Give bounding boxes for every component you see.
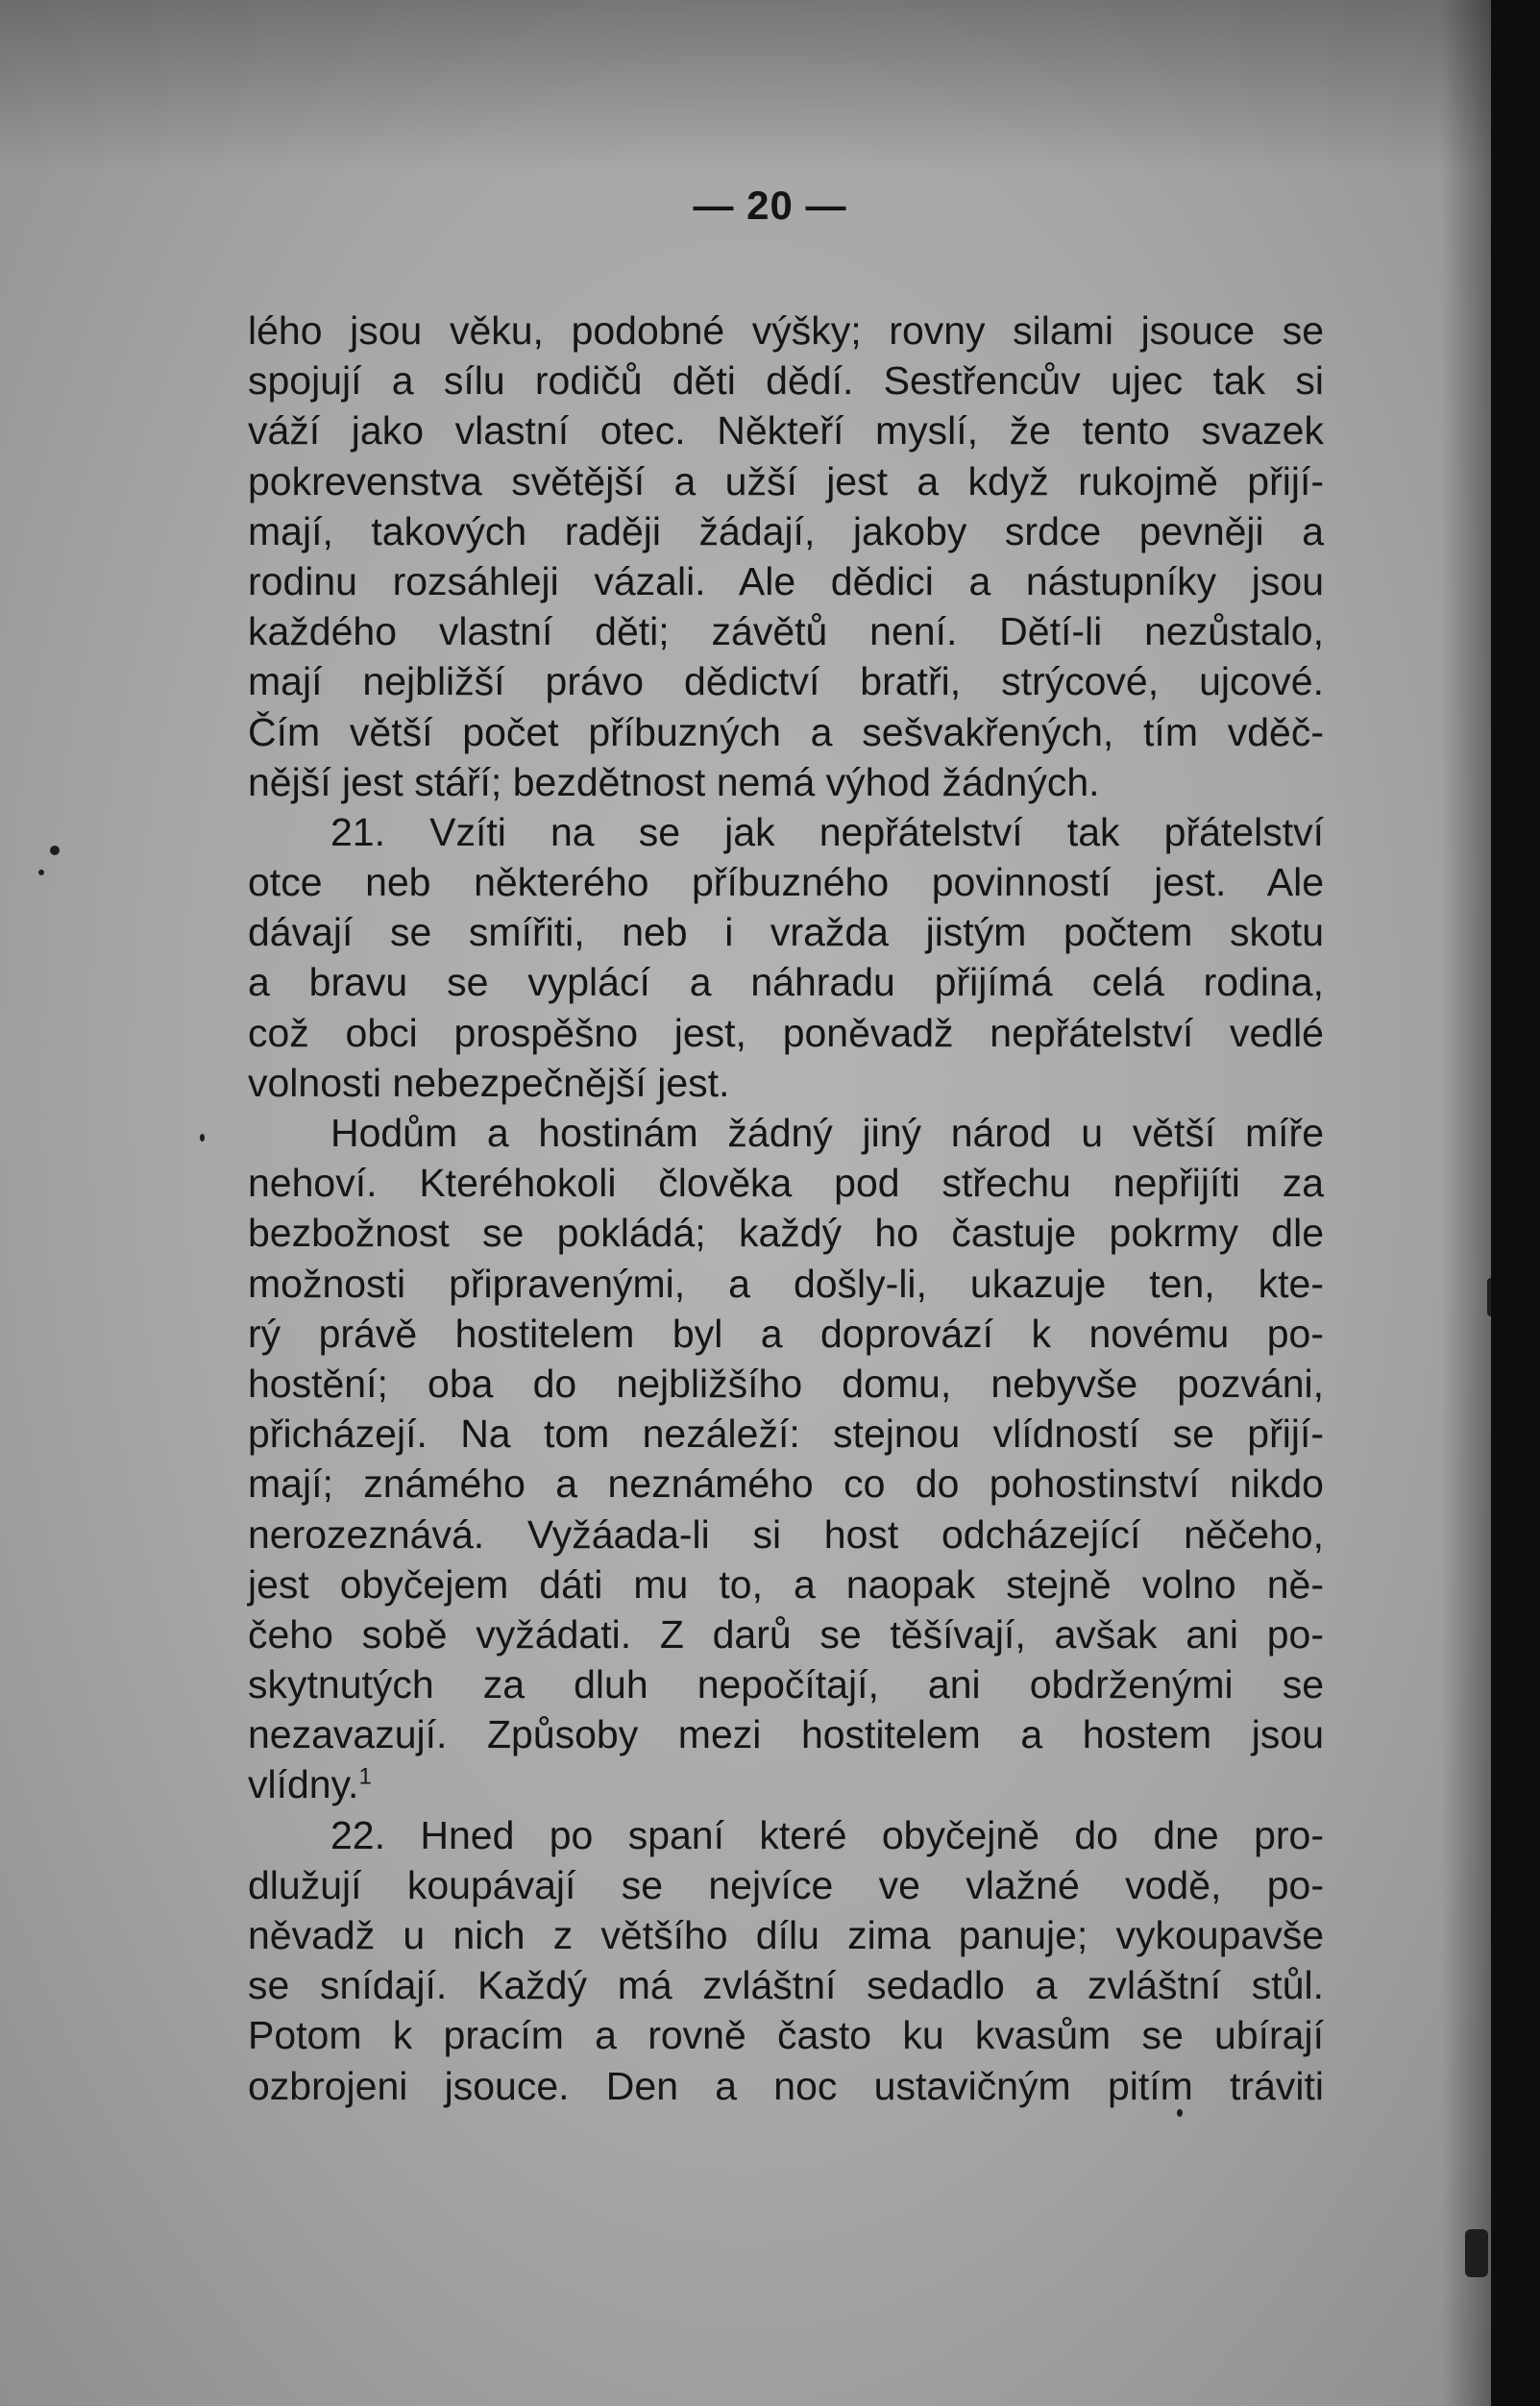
text-line-content: spojují a sílu rodičů děti dědí. Sestřencův ujec tak si xyxy=(248,358,1324,404)
text-line xyxy=(248,456,1324,506)
text-line-content: každého vlastní děti; závětů není. Dětí-li nezůstalo, xyxy=(248,609,1324,654)
text-line-content: mají; známého a neznámého co do pohostinství nikdo xyxy=(248,1461,1324,1507)
text-line-content: 21. Vzíti na se jak nepřátelství tak přátelství xyxy=(330,809,1324,854)
text-line-content: jest obyčejem dáti mu to, a naopak stejně volno ně- xyxy=(248,1561,1324,1607)
text-line xyxy=(248,1910,1324,1960)
text-line xyxy=(248,1208,1324,1258)
text-line xyxy=(248,405,1324,455)
body-text xyxy=(248,306,1324,2111)
text-line-content: otce neb některého příbuzného povinností jest. Ale xyxy=(248,860,1324,905)
text-line-content: skytnutých za dluh nepočítají, ani obdrženými se xyxy=(248,1662,1324,1707)
text-line xyxy=(248,707,1324,757)
text-line xyxy=(248,1559,1324,1609)
text-line xyxy=(248,2010,1324,2060)
text-line-content: mají nejbližší právo dědictví bratři, strýcové, ujcové. xyxy=(248,659,1324,704)
text-line-content: Čím větší počet příbuzných a sešvakřených, tím vděč- xyxy=(248,709,1324,754)
text-line-content: 22. Hned po spaní které obyčejně do dne pro- xyxy=(330,1812,1324,1857)
text-line-content: ozbrojeni jsouce. Den a noc ustavičným pitím tráviti xyxy=(248,2063,1324,2108)
text-line xyxy=(248,1108,1324,1158)
text-line xyxy=(248,1860,1324,1910)
text-line-content: nerozeznává. Vyžáada-li si host odcházející něčeho, xyxy=(248,1511,1324,1557)
speck xyxy=(200,1134,205,1142)
text-line-content: rý právě hostitelem byl a doprovází k novému po- xyxy=(248,1311,1324,1356)
text-line-content: nější jest stáří; bezdětnost nemá výhod žádných. xyxy=(248,759,1100,804)
text-line-content: rodinu rozsáhleji vázali. Ale dědici a nástupníky jsou xyxy=(248,558,1324,603)
text-line-content: dlužují koupávají se nejvíce ve vlažné vodě, po- xyxy=(248,1862,1324,1907)
text-line-content: a bravu se vyplácí a náhradu přijímá celá rodina, xyxy=(248,960,1324,1005)
text-line xyxy=(248,2061,1324,2111)
text-line-content: přicházejí. Na tom nezáleží: stejnou vlídností se přijí- xyxy=(248,1412,1324,1457)
text-line xyxy=(248,606,1324,656)
text-line xyxy=(248,1008,1324,1058)
text-line xyxy=(248,1409,1324,1459)
text-line-content: čeho sobě vyžádati. Z darů se těšívají, avšak ani po- xyxy=(248,1611,1324,1657)
top-shadow xyxy=(0,0,1491,173)
text-line xyxy=(248,356,1324,405)
text-line xyxy=(248,1309,1324,1359)
text-line-content: Hodům a hostinám žádný jiný národ u větší míře xyxy=(330,1111,1324,1155)
text-line-content: vlídny. xyxy=(248,1762,359,1807)
text-line-content: lého jsou věku, podobné výšky; rovny silami jsouce se xyxy=(248,308,1324,353)
text-line xyxy=(248,1359,1324,1409)
text-line xyxy=(248,1759,1324,1809)
speck xyxy=(1487,1278,1491,1316)
text-line xyxy=(248,1609,1324,1659)
footnote-marker: 1 xyxy=(358,1763,372,1790)
text-line-content: pokrevenstva světější a užší jest a když rukojmě přijí- xyxy=(248,458,1324,503)
text-line xyxy=(248,1960,1324,2010)
text-line xyxy=(248,957,1324,1007)
text-line-content: dávají se smířiti, neb i vražda jistým počtem skotu xyxy=(248,910,1324,955)
text-line-content: Potom k pracím a rovně často ku kvasům se ubírají xyxy=(248,2013,1324,2058)
text-line xyxy=(248,306,1324,356)
text-line xyxy=(248,807,1324,857)
text-line-content: mají, takových raději žádají, jakoby srdce pevněji a xyxy=(248,508,1324,553)
text-line xyxy=(248,1058,1324,1108)
text-line xyxy=(248,1709,1324,1759)
text-line-content: možnosti připravenými, a došly-li, ukazuje ten, kte- xyxy=(248,1261,1324,1306)
text-line-content: váží jako vlastní otec. Někteří myslí, že tento svazek xyxy=(248,408,1324,454)
text-line-content: bezbožnost se pokládá; každý ho častuje pokrmy dle xyxy=(248,1211,1324,1256)
text-line xyxy=(248,1158,1324,1208)
page-number: — 20 — xyxy=(693,183,847,228)
text-line-content: hostění; oba do nejbližšího domu, nebyvše pozváni, xyxy=(248,1361,1324,1406)
page-edge-shadow xyxy=(1441,0,1491,2406)
speck xyxy=(1465,2229,1488,2277)
text-line-content: nehoví. Kteréhokoli člověka pod střechu nepřijíti za xyxy=(248,1161,1324,1206)
speck xyxy=(50,846,60,855)
text-line xyxy=(248,556,1324,606)
text-line-content: nezavazují. Způsoby mezi hostitelem a hostem jsou xyxy=(248,1712,1324,1757)
text-line xyxy=(248,1259,1324,1309)
text-line xyxy=(248,757,1324,807)
text-line-content: něvadž u nich z většího dílu zima panuje; vykoupavše xyxy=(248,1913,1324,1957)
text-line xyxy=(248,656,1324,706)
text-line xyxy=(248,506,1324,556)
text-line xyxy=(248,1510,1324,1559)
text-line-content: volnosti nebezpečnější jest. xyxy=(248,1060,730,1105)
text-line xyxy=(248,1459,1324,1509)
text-line xyxy=(248,1659,1324,1709)
text-line-content: se snídají. Každý má zvláštní sedadlo a zvláštní stůl. xyxy=(248,1963,1324,2008)
text-line xyxy=(248,857,1324,907)
text-line-content: což obci prospěšno jest, poněvadž nepřátelství vedlé xyxy=(248,1010,1324,1055)
text-line xyxy=(248,907,1324,957)
text-line xyxy=(248,1810,1324,1860)
speck xyxy=(38,870,44,875)
